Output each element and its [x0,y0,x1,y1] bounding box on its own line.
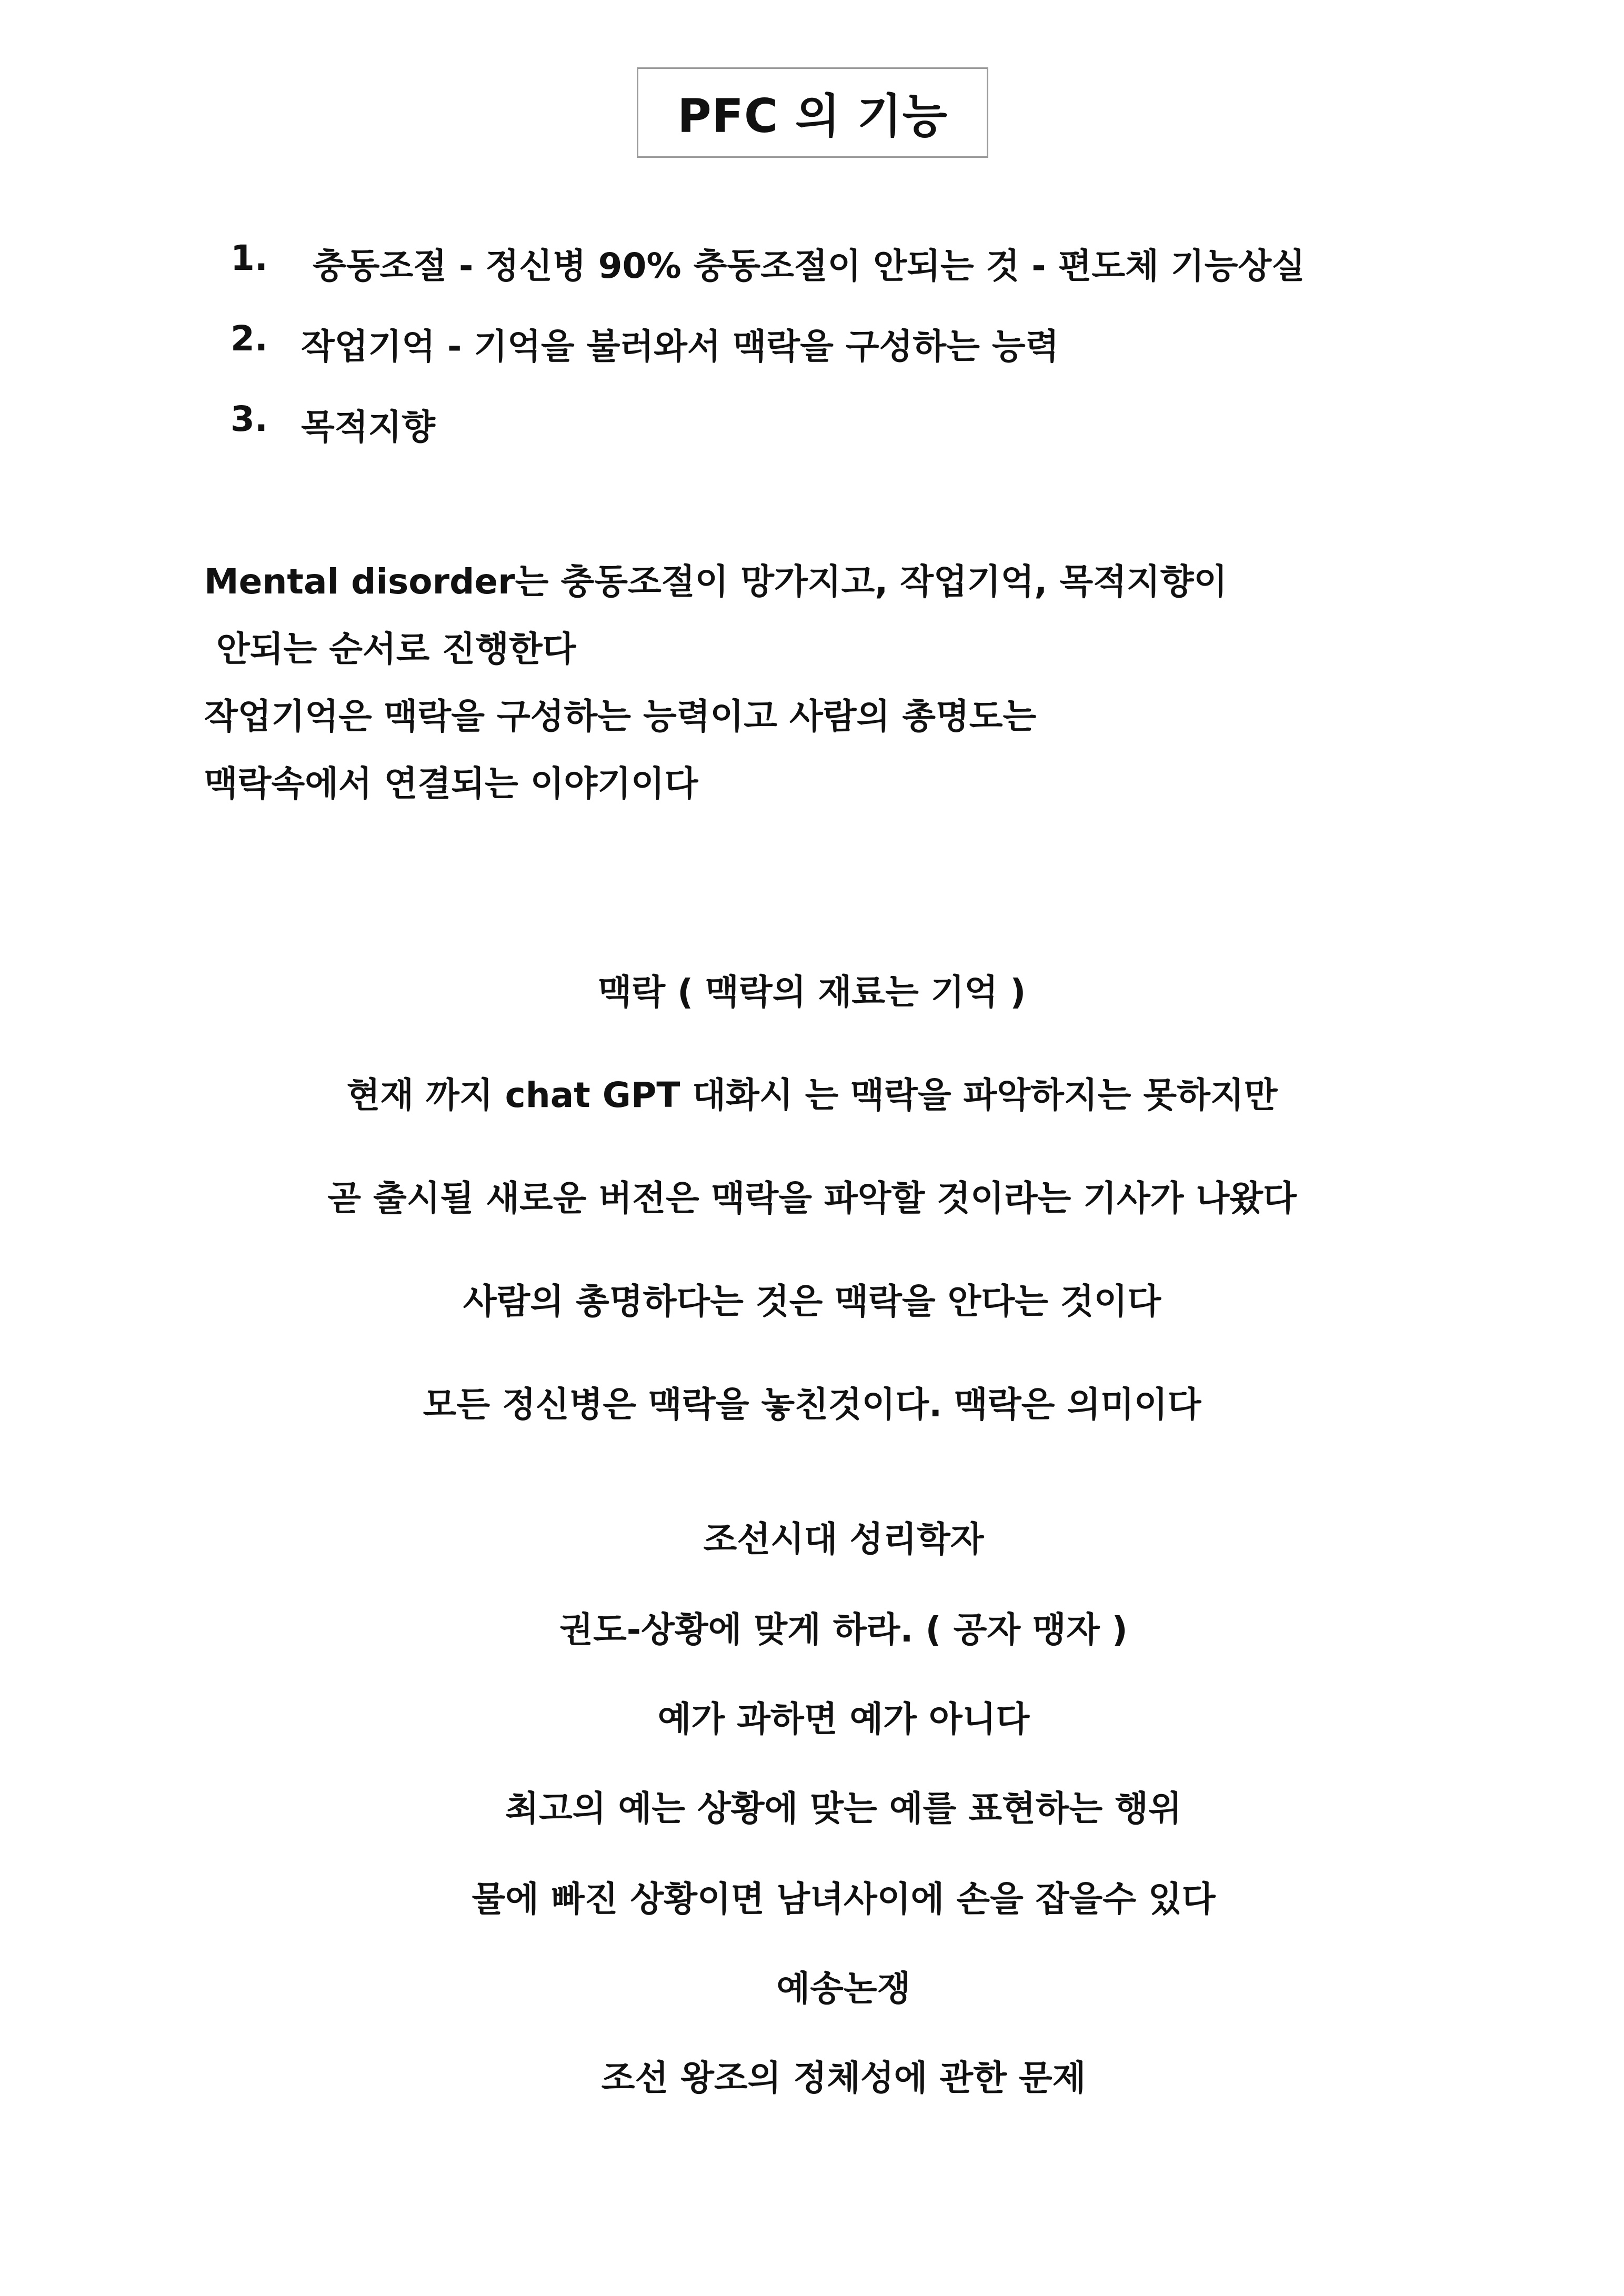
context-line: 현재 까지 chat GPT 대화시 는 맥락을 파악하지는 못하지만 [346,1075,1278,1115]
list-number: 2. [230,318,268,359]
paragraph-line: 작업기억은 맥락을 구성하는 능력이고 사람의 총명도는 [204,696,1037,737]
joseon-line: 권도-상황에 맞게 하라. ( 공자 맹자 ) [559,1609,1128,1650]
list-text: 목적지향 [301,407,436,447]
joseon-heading: 조선시대 성리학자 [703,1519,984,1559]
joseon-line: 최고의 예는 상황에 맞는 예를 표현하는 행위 [505,1788,1182,1829]
context-line: 모든 정신병은 맥락을 놓친것이다. 맥락은 의미이다 [423,1384,1201,1425]
joseon-line: 조선 왕조의 정체성에 관한 문제 [601,2058,1086,2098]
list-number: 1. [230,238,268,278]
paragraph-line: 맥락속에서 연결되는 이야기이다 [204,763,698,804]
list-number: 3. [230,399,268,439]
joseon-line: 물에 빠진 상황이면 남녀사이에 손을 잡을수 있다 [472,1879,1216,1919]
paragraph-line: 안되는 순서로 진행한다 [204,629,576,669]
context-heading: 맥락 ( 맥락의 재료는 기억 ) [598,972,1026,1012]
page-title: PFC 의 기능 [677,89,948,143]
joseon-line: 예송논쟁 [776,1968,911,2009]
joseon-line: 예가 과하면 예가 아니다 [657,1699,1030,1739]
context-line: 사람의 총명하다는 것은 맥락을 안다는 것이다 [463,1281,1161,1322]
list-text: 충동조절 - 정신병 90% 충동조절이 안되는 것 - 편도체 기능상실 [313,246,1305,286]
list-text: 작업기억 - 기억을 불러와서 맥락을 구성하는 능력 [301,326,1059,367]
paragraph-line: Mental disorder는 충동조절이 망가지고, 작업기억, 목적지향이 [204,561,1228,602]
context-line: 곧 출시될 새로운 버전은 맥락을 파악할 것이라는 기사가 나왔다 [327,1178,1297,1219]
title-box [637,67,988,158]
